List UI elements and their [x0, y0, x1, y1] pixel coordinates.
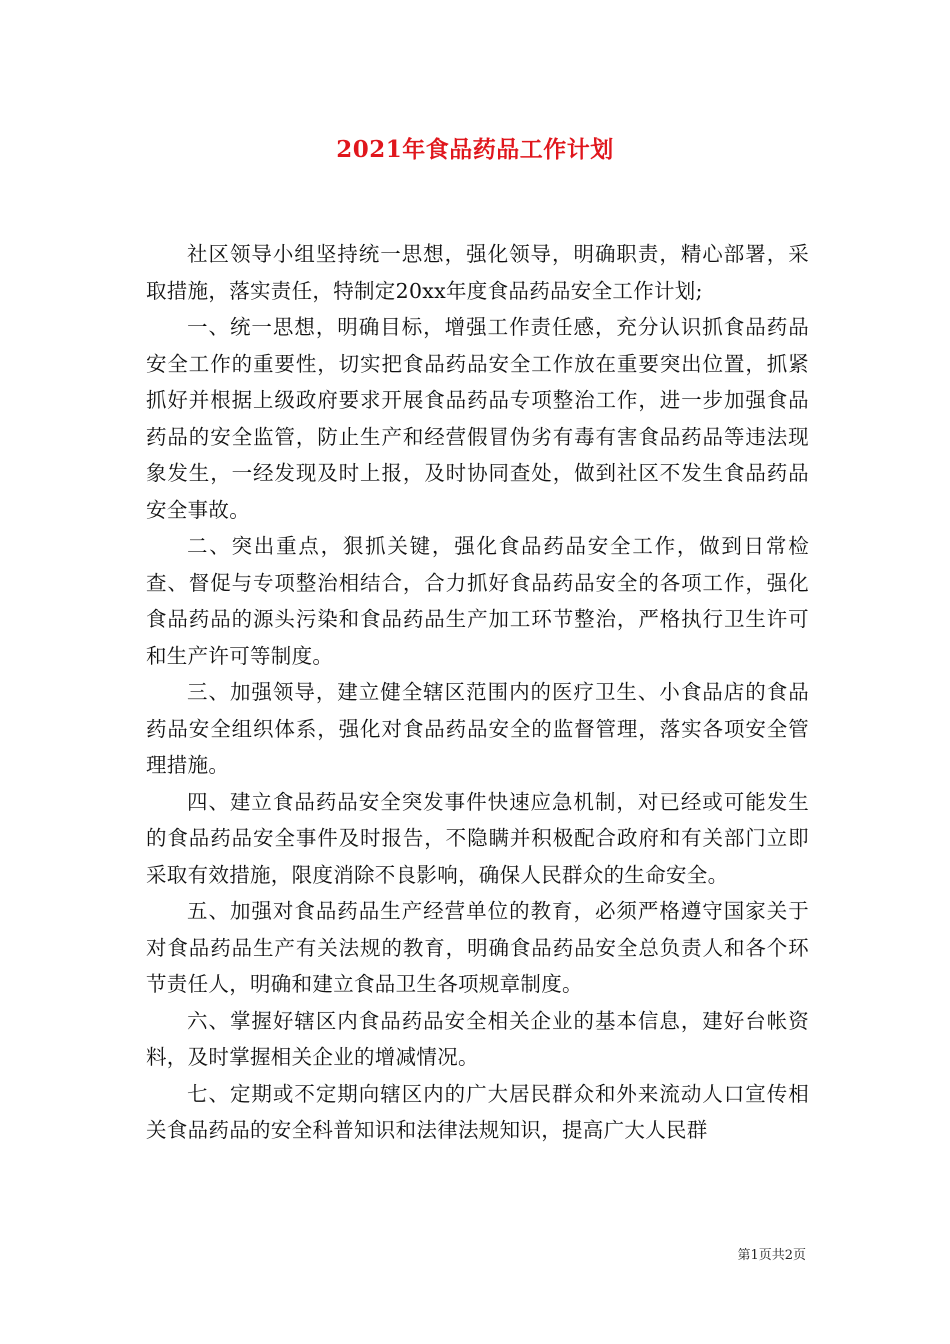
document-title: 2021年食品药品工作计划: [336, 136, 614, 163]
paragraph-5: 五、加强对食品药品生产经营单位的教育，必须严格遵守国家关于对食品药品生产有关法规的教育，明确食品药品安全总负责人和各个环节责任人，明确和建立食品卫生各项规章制度。: [146, 899, 809, 996]
page-number: 第1页共2页: [737, 1248, 806, 1263]
paragraph-intro: 社区领导小组坚持统一思想，强化领导，明确职责，精心部署，采取措施，落实责任，特制定20xx年度食品药品安全工作计划;: [146, 242, 809, 303]
paragraph-1: 一、统一思想，明确目标，增强工作责任感，充分认识抓食品药品安全工作的重要性，切实把食品药品安全工作放在重要突出位置，抓紧抓好并根据上级政府要求开展食品药品专项整治工作，进一步加强食品药品的安全监管，防止生产和经营假冒伪劣有毒有害食品药品等违法现象发生，一经发现及时上报，及时协同查处，做到社区不发生食品药品安全事故。: [146, 315, 809, 522]
document-body: [146, 236, 809, 1149]
paragraph-3: 三、加强领导，建立健全辖区范围内的医疗卫生、小食品店的食品药品安全组织体系，强化对食品药品安全的监督管理，落实各项安全管理措施。: [146, 680, 809, 777]
paragraph-4: 四、建立食品药品安全突发事件快速应急机制，对已经或可能发生的食品药品安全事件及时报告，不隐瞒并积极配合政府和有关部门立即采取有效措施，限度消除不良影响，确保人民群众的生命安全。: [146, 789, 809, 887]
paragraph-7: 七、定期或不定期向辖区内的广大居民群众和外来流动人口宣传相关食品药品的安全科普知识和法律法规知识，提高广大人民群: [146, 1081, 809, 1142]
paragraph-2: 二、突出重点，狠抓关键，强化食品药品安全工作，做到日常检查、督促与专项整治相结合，合力抓好食品药品安全的各项工作，强化食品药品的源头污染和食品药品生产加工环节整治，严格执行卫生许可和生产许可等制度。: [146, 534, 809, 668]
paragraph-6: 六、掌握好辖区内食品药品安全相关企业的基本信息，建好台帐资料，及时掌握相关企业的增减情况。: [146, 1008, 809, 1069]
